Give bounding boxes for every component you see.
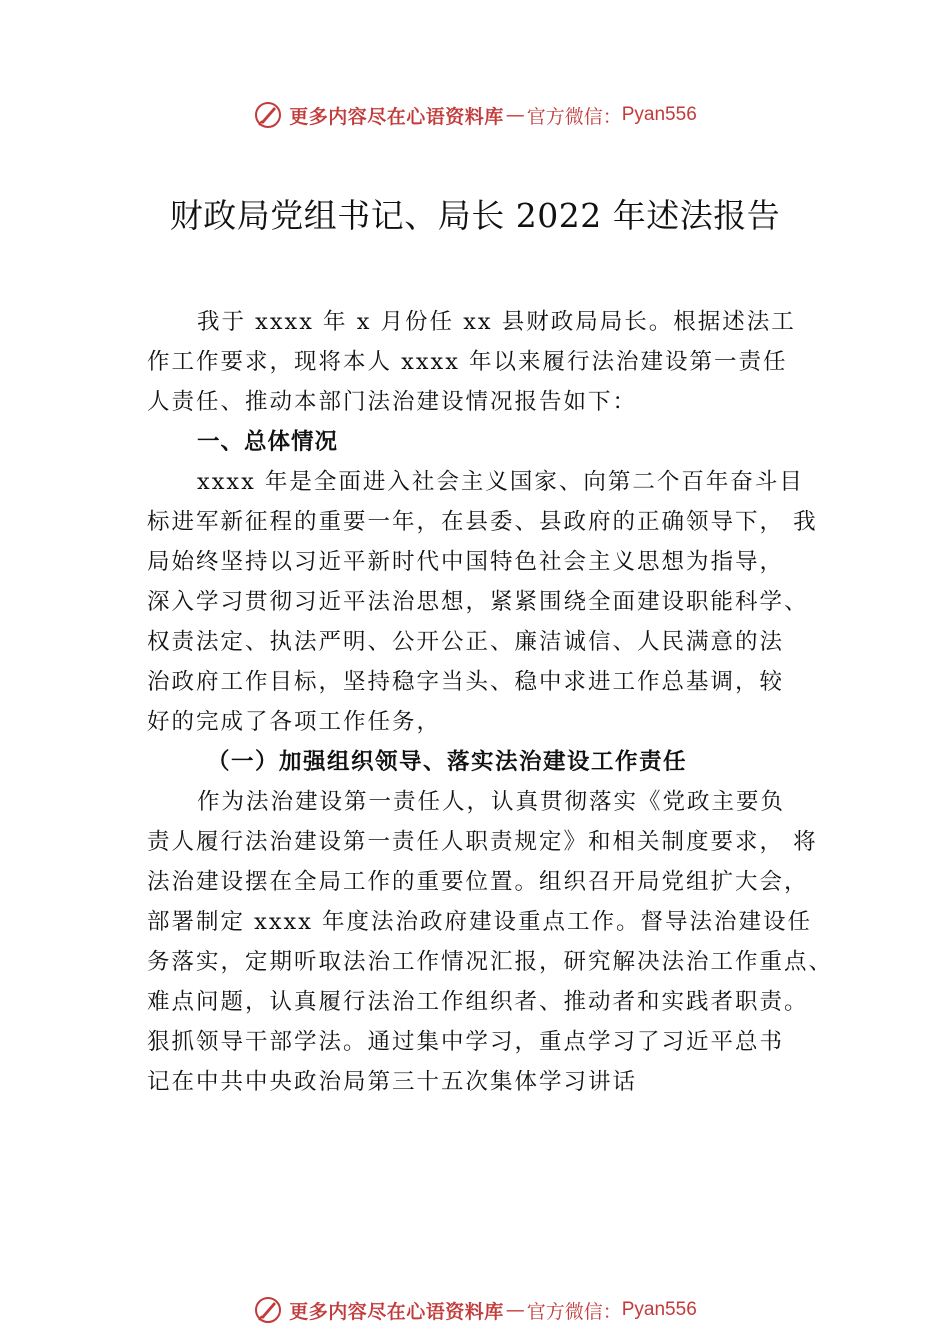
- body-line: 作工作要求，现将本人 xxxx 年以来履行法治建设第一责任: [147, 349, 788, 375]
- banner-account-id: Pyan556: [621, 1299, 697, 1320]
- banner-account-id: Pyan556: [621, 104, 697, 125]
- header-banner: [0, 95, 950, 135]
- banner-site-text: 更多内容尽在心语资料库: [289, 1300, 504, 1323]
- banner-official-label: 官方微信：: [526, 105, 622, 128]
- body-line: 治政府工作目标，坚持稳字当头、稳中求进工作总基调，较: [147, 669, 785, 695]
- body-line: 深入学习贯彻习近平法治思想，紧紧围绕全面建设职能科学、: [147, 589, 809, 615]
- body-line: 我于 xxxx 年 x 月份任 xx 县财政局局长。根据述法工: [197, 309, 796, 335]
- banner-official-label: 官方微信：: [526, 1300, 622, 1323]
- body-line: 务落实，定期听取法治工作情况汇报，研究解决法治工作重点、: [147, 949, 834, 975]
- body-line: 好的完成了各项工作任务，: [147, 709, 442, 735]
- subsection-heading: （一）加强组织领导、落实法治建设工作责任: [207, 749, 688, 775]
- footer-banner: [0, 1290, 950, 1330]
- body-line: 标进军新征程的重要一年，在县委、县政府的正确领导下， 我: [147, 509, 818, 535]
- page-title: 财政局党组书记、局长 2022 年述法报告: [169, 196, 781, 235]
- body-line: 责人履行法治建设第一责任人职责规定》和相关制度要求， 将: [147, 829, 818, 855]
- quill-pen-logo-icon: [253, 1295, 283, 1325]
- body-line: 人责任、推动本部门法治建设情况报告如下：: [147, 389, 638, 415]
- body-line: xxxx 年是全面进入社会主义国家、向第二个百年奋斗目: [197, 469, 804, 495]
- body-line: 难点问题，认真履行法治工作组织者、推动者和实践者职责。: [147, 989, 809, 1015]
- banner-separator: —: [505, 104, 525, 126]
- document-body: [147, 302, 837, 1102]
- body-line: 狠抓领导干部学法。通过集中学习，重点学习了习近平总书: [147, 1029, 785, 1055]
- banner-separator: —: [505, 1299, 525, 1321]
- body-line: 局始终坚持以习近平新时代中国特色社会主义思想为指导，: [147, 549, 785, 575]
- banner-site-text: 更多内容尽在心语资料库: [289, 105, 504, 128]
- body-line: 部署制定 xxxx 年度法治政府建设重点工作。督导法治建设任: [147, 909, 813, 935]
- section-heading: 一、总体情况: [197, 429, 339, 455]
- body-line: 法治建设摆在全局工作的重要位置。组织召开局党组扩大会，: [147, 869, 809, 895]
- body-line: 权责法定、执法严明、公开公正、廉洁诚信、人民满意的法: [147, 629, 785, 655]
- body-line: 作为法治建设第一责任人，认真贯彻落实《党政主要负: [197, 789, 786, 815]
- body-line: 记在中共中央政治局第三十五次集体学习讲话: [147, 1069, 638, 1095]
- quill-pen-logo-icon: [253, 100, 283, 130]
